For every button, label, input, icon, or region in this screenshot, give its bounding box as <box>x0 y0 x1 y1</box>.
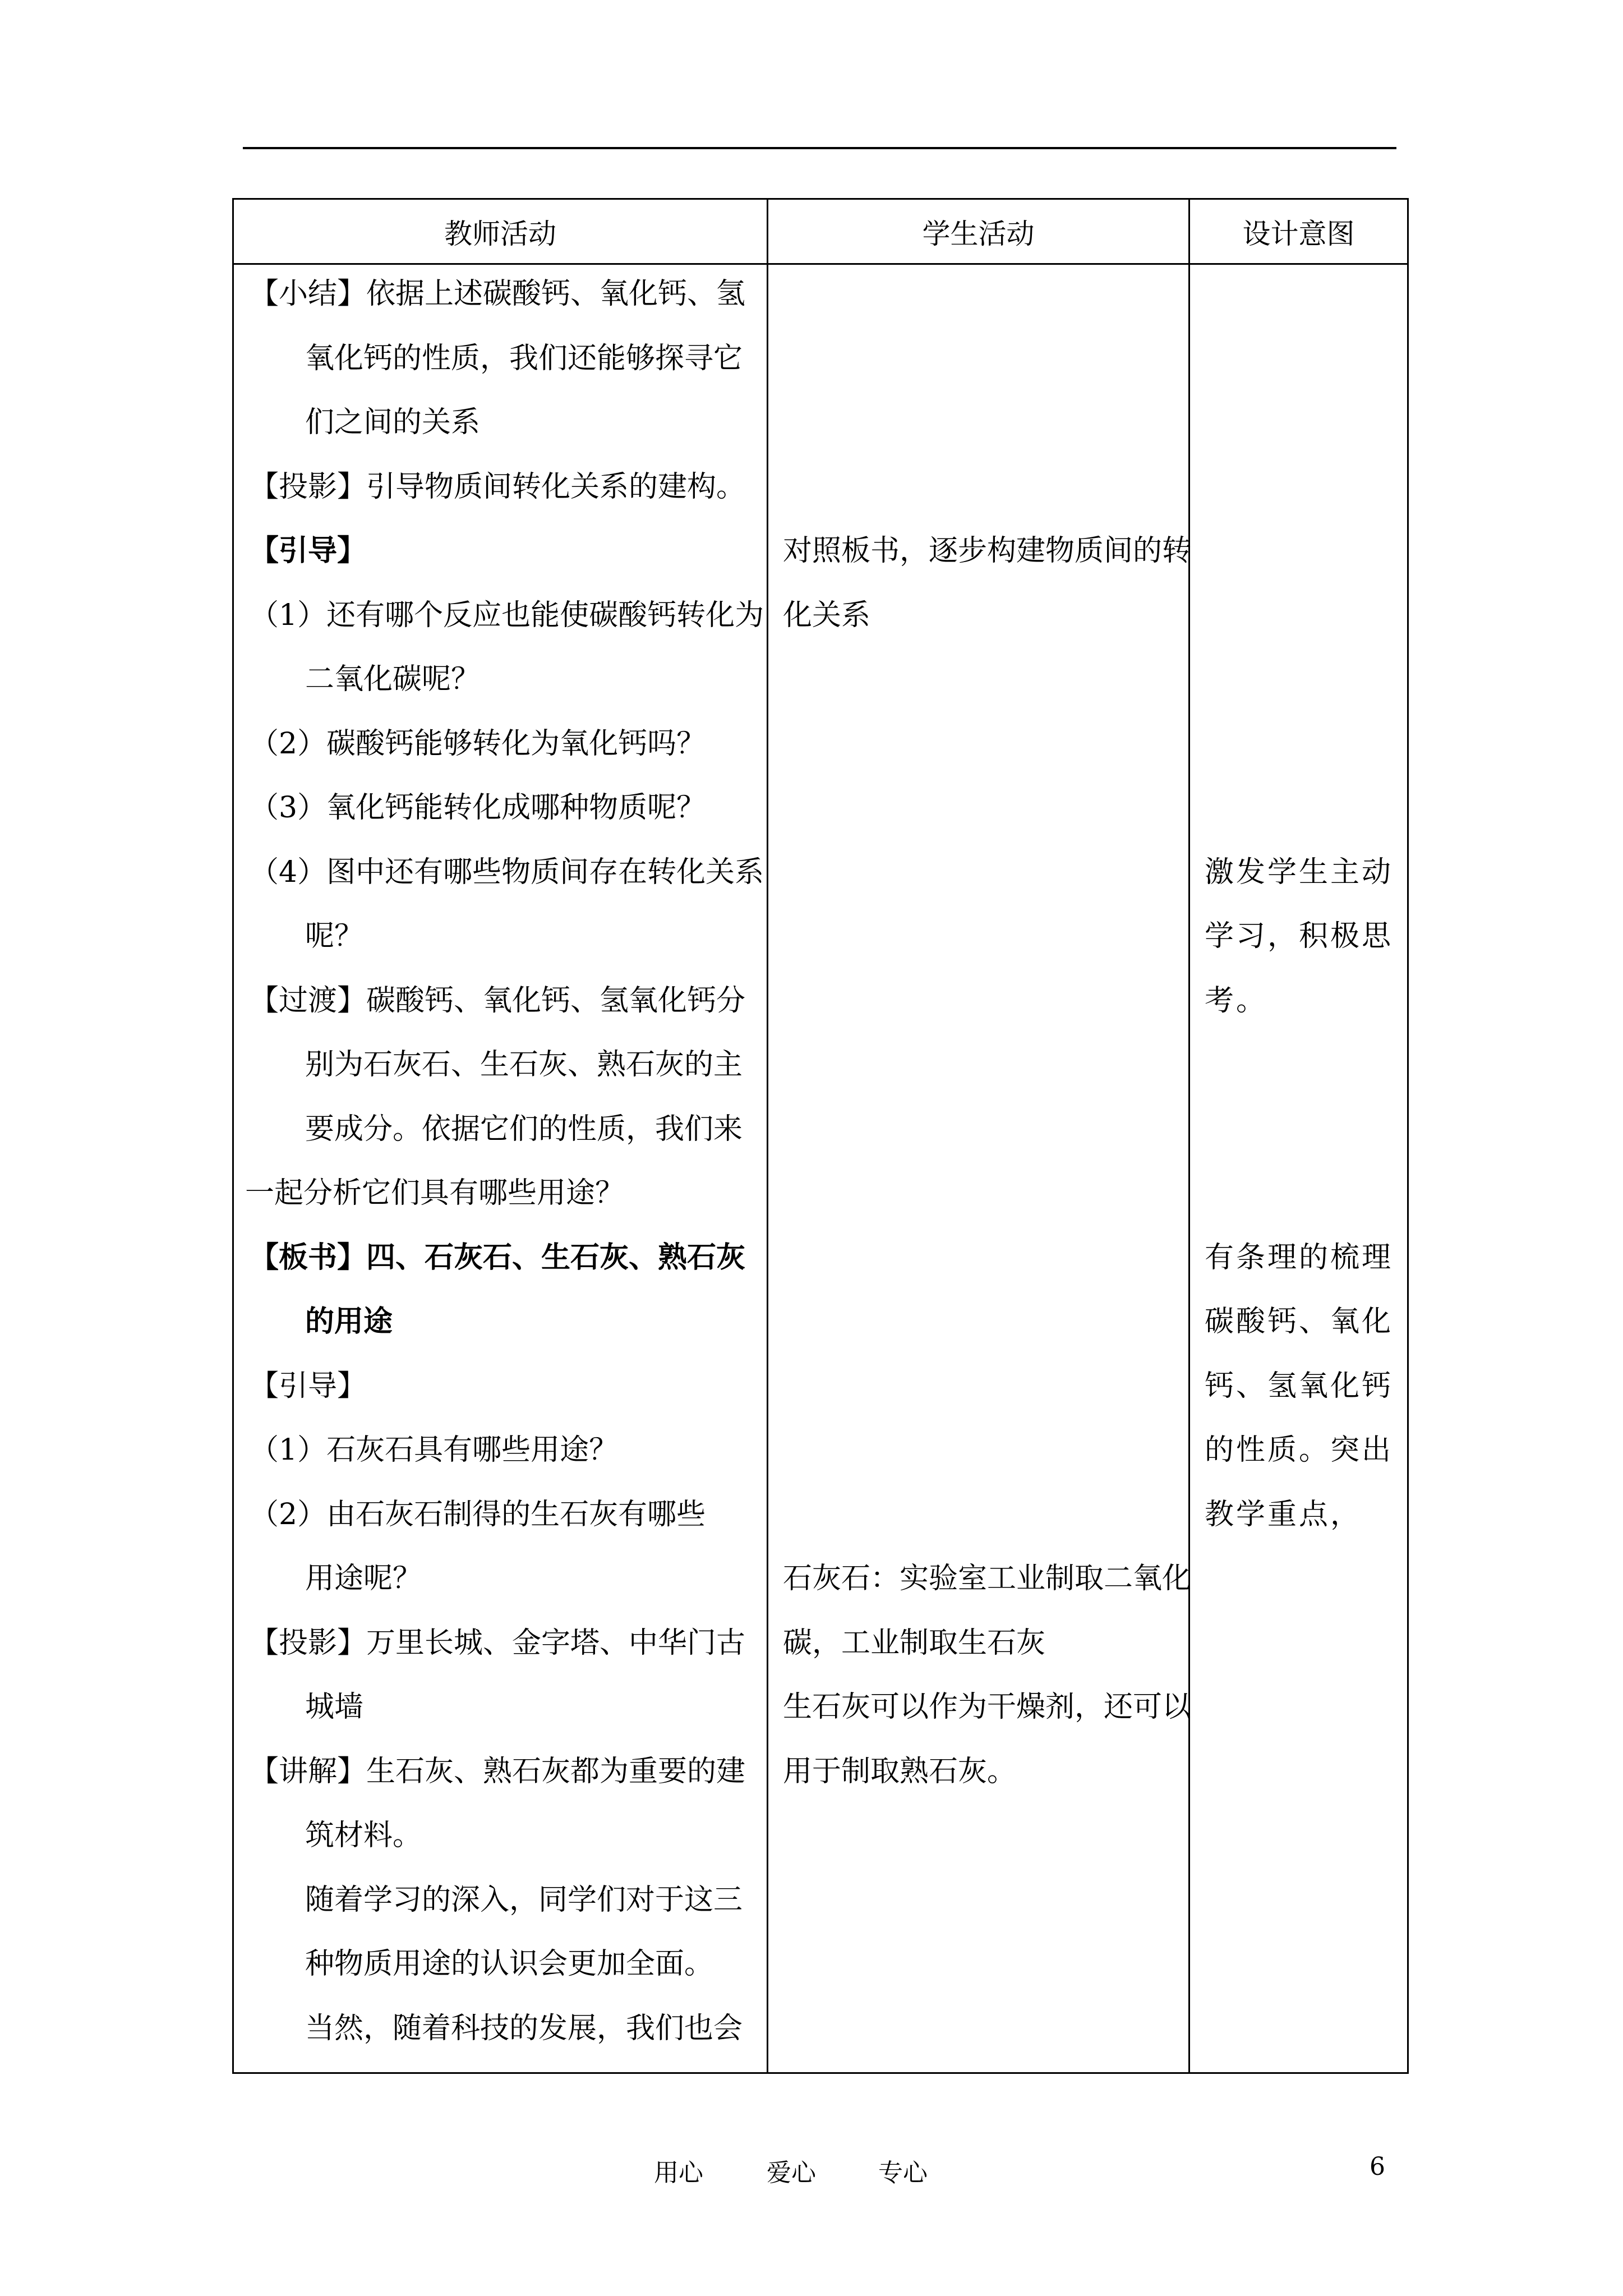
student-line: 用于制取熟石灰。 <box>783 1754 1017 1788</box>
teacher-line: 别为石灰石、生石灰、熟石灰的主 <box>305 1048 743 1082</box>
design-line: 激发学生主动 <box>1205 855 1394 889</box>
teacher-line: 们之间的关系 <box>305 406 481 439</box>
teacher-line: 二氧化碳呢？ <box>305 662 481 696</box>
teacher-line: 【引导】 <box>250 1369 367 1403</box>
teacher-line: 【引导】 <box>250 533 367 568</box>
header-teacher-activity: 教师活动 <box>233 199 768 264</box>
design-intent-cell <box>1189 264 1408 2073</box>
header-student-activity: 学生活动 <box>768 199 1189 264</box>
teacher-line: （3）氧化钙能转化成哪种物质呢？ <box>250 791 706 825</box>
teacher-line: （2）碳酸钙能够转化为氧化钙吗？ <box>250 726 706 761</box>
footer-text-2: 爱心 <box>767 2159 816 2187</box>
design-line: 教学重点， <box>1205 1497 1362 1531</box>
table-body-row <box>233 264 1408 2073</box>
teacher-activity-cell <box>233 264 768 2073</box>
design-line: 钙、氢氧化钙 <box>1205 1369 1394 1403</box>
teacher-line: 随着学习的深入，同学们对于这三 <box>305 1883 743 1917</box>
teacher-line: 【投影】引导物质间转化关系的建构。 <box>250 470 746 504</box>
teacher-line: 当然，随着科技的发展，我们也会 <box>305 2011 743 2045</box>
student-line: 对照板书，逐步构建物质间的转 <box>783 534 1192 568</box>
teacher-line: 筑材料。 <box>305 1819 422 1852</box>
table-header-row <box>233 199 1408 264</box>
teacher-line: 要成分。依据它们的性质，我们来 <box>305 1112 743 1146</box>
teacher-line: 氧化钙的性质，我们还能够探寻它 <box>305 341 743 375</box>
design-line: 学习，积极思 <box>1205 919 1394 953</box>
footer-text-3: 专心 <box>878 2159 928 2187</box>
teacher-line: 用途呢？ <box>305 1562 422 1595</box>
teacher-line: 呢？ <box>305 919 364 953</box>
student-activity-cell <box>768 264 1192 2073</box>
teacher-line: 城墙 <box>305 1690 364 1724</box>
teacher-line: （1）还有哪个反应也能使碳酸钙转化为 <box>250 598 764 632</box>
teacher-line: 【小结】依据上述碳酸钙、氧化钙、氢 <box>250 277 746 311</box>
design-line: 考。 <box>1205 983 1268 1018</box>
teacher-line: 【板书】四、石灰石、生石灰、熟石灰 <box>250 1240 746 1274</box>
teacher-line: 的用途 <box>305 1304 393 1338</box>
teacher-line: （1）石灰石具有哪些用途？ <box>250 1433 619 1467</box>
teacher-line: （4）图中还有哪些物质间存在转化关系 <box>250 855 764 889</box>
student-line: 化关系 <box>783 598 871 632</box>
footer-text-1: 用心 <box>654 2159 703 2187</box>
student-line: 碳，工业制取生石灰 <box>783 1626 1046 1660</box>
teacher-line: 【投影】万里长城、金字塔、中华门古 <box>250 1626 746 1660</box>
header-rule <box>243 147 1396 149</box>
student-line: 石灰石：实验室工业制取二氧化 <box>783 1562 1192 1595</box>
design-line: 有条理的梳理 <box>1205 1240 1394 1274</box>
teacher-line: （2）由石灰石制得的生石灰有哪些 <box>250 1497 706 1531</box>
lesson-plan-table <box>232 198 1409 2074</box>
teacher-line: 种物质用途的认识会更加全面。 <box>305 1947 714 1981</box>
page-number: 6 <box>1370 2152 1385 2181</box>
teacher-line: 【讲解】生石灰、熟石灰都为重要的建 <box>250 1754 746 1788</box>
teacher-line: 一起分析它们具有哪些用途？ <box>245 1176 625 1210</box>
teacher-line: 【过渡】碳酸钙、氧化钙、氢氧化钙分 <box>250 983 746 1018</box>
design-line: 的性质。突出 <box>1205 1433 1394 1467</box>
student-line: 生石灰可以作为干燥剂，还可以 <box>783 1690 1192 1724</box>
header-design-intent: 设计意图 <box>1189 199 1408 264</box>
design-line: 碳酸钙、氧化 <box>1205 1305 1394 1338</box>
